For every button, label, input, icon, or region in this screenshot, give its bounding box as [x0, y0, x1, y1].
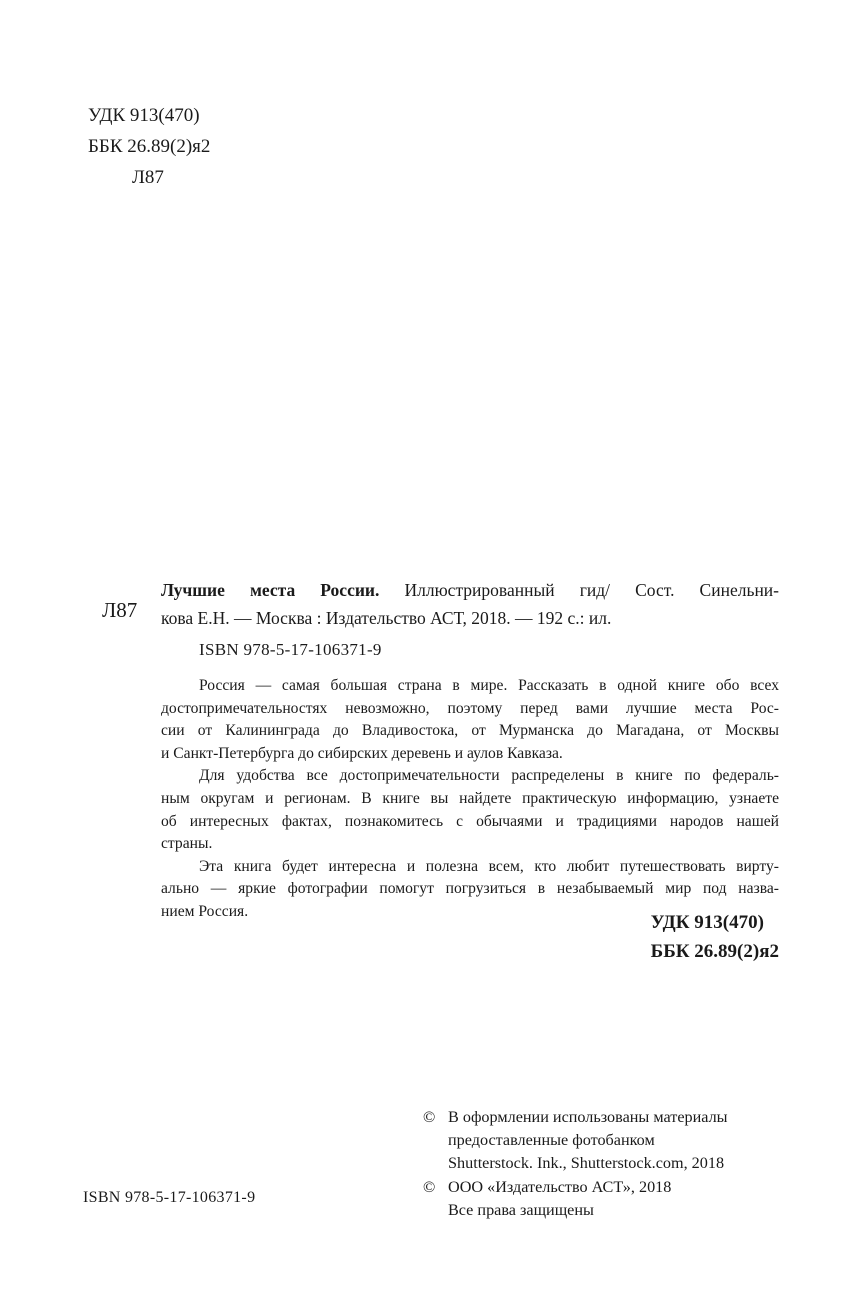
annotation-line: Россия — самая большая страна в мире. Рассказать в одной книге обо всех [199, 677, 779, 694]
bbk-code: ББК 26.89(2)я2 [88, 136, 211, 157]
side-author-sign: Л87 [102, 598, 138, 622]
top-classification-codes [88, 100, 210, 193]
annotation-line: достопримечательностях невозможно, поэтому перед вами лучшие места Рос- [161, 699, 779, 717]
copyright-icon: © [423, 1177, 436, 1196]
author-sign: Л87 [132, 167, 164, 188]
isbn-main: ISBN 978-5-17-106371-9 [199, 640, 382, 659]
bibliographic-record [161, 576, 779, 632]
biblio-line-1 [161, 576, 779, 604]
biblio-line-2: кова Е.Н. — Москва : Издательство АСТ, 2018. — 192 с.: ил. [161, 608, 612, 628]
copyright-block [423, 1106, 728, 1222]
annotation-line: сии от Калининграда до Владивостока, от Мурманска до Магадана, от Москвы [161, 722, 779, 740]
bbk-code-bottom: ББК 26.89(2)я2 [650, 941, 779, 962]
copyright-photo-line-1: © В оформлении использованы материалы [423, 1106, 728, 1129]
isbn-bottom: ISBN 978-5-17-106371-9 [83, 1189, 256, 1206]
annotation-line: Для удобства все достопримечательности распределены в книге по федераль- [199, 767, 779, 785]
copyright-icon: © [423, 1108, 436, 1126]
annotation-line: нием Россия. [161, 902, 249, 920]
annotation-line: ным округам и регионам. В книге вы найдете практическую информацию, узнаете [161, 789, 779, 807]
udk-code: УДК 913(470) [88, 105, 200, 126]
annotation-line: ально — яркие фотографии помогут погрузиться в незабываемый мир под назва- [161, 880, 779, 898]
annotation-line: и Санкт-Петербурга до сибирских деревень и аулов Кавказа. [161, 744, 563, 762]
annotation-line: страны. [161, 835, 213, 853]
book-title: Лучшие места России. [161, 580, 380, 600]
annotation [161, 675, 779, 924]
annotation-line: об интересных фактах, познакомитесь с обычаями и традициями народов нашей [161, 812, 779, 830]
annotation-line: Эта книга будет интересна и полезна всем, кто любит путешествовать вирту- [199, 857, 779, 875]
rights-reserved: Все права защищены [448, 1200, 594, 1219]
biblio-line-1-rest: Иллюстрированный гид/ Сост. Синельни- [379, 580, 779, 600]
copyright-publisher: © ООО «Издательство АСТ», 2018 [423, 1176, 728, 1199]
copyright-photo-line-3: Shutterstock. Ink., Shutterstock.com, 2018 [448, 1154, 725, 1173]
bottom-classification-codes [651, 908, 779, 966]
copyright-photo-line-2: предоставленные фотобанком [448, 1131, 655, 1150]
udk-code-bottom: УДК 913(470) [650, 912, 764, 933]
